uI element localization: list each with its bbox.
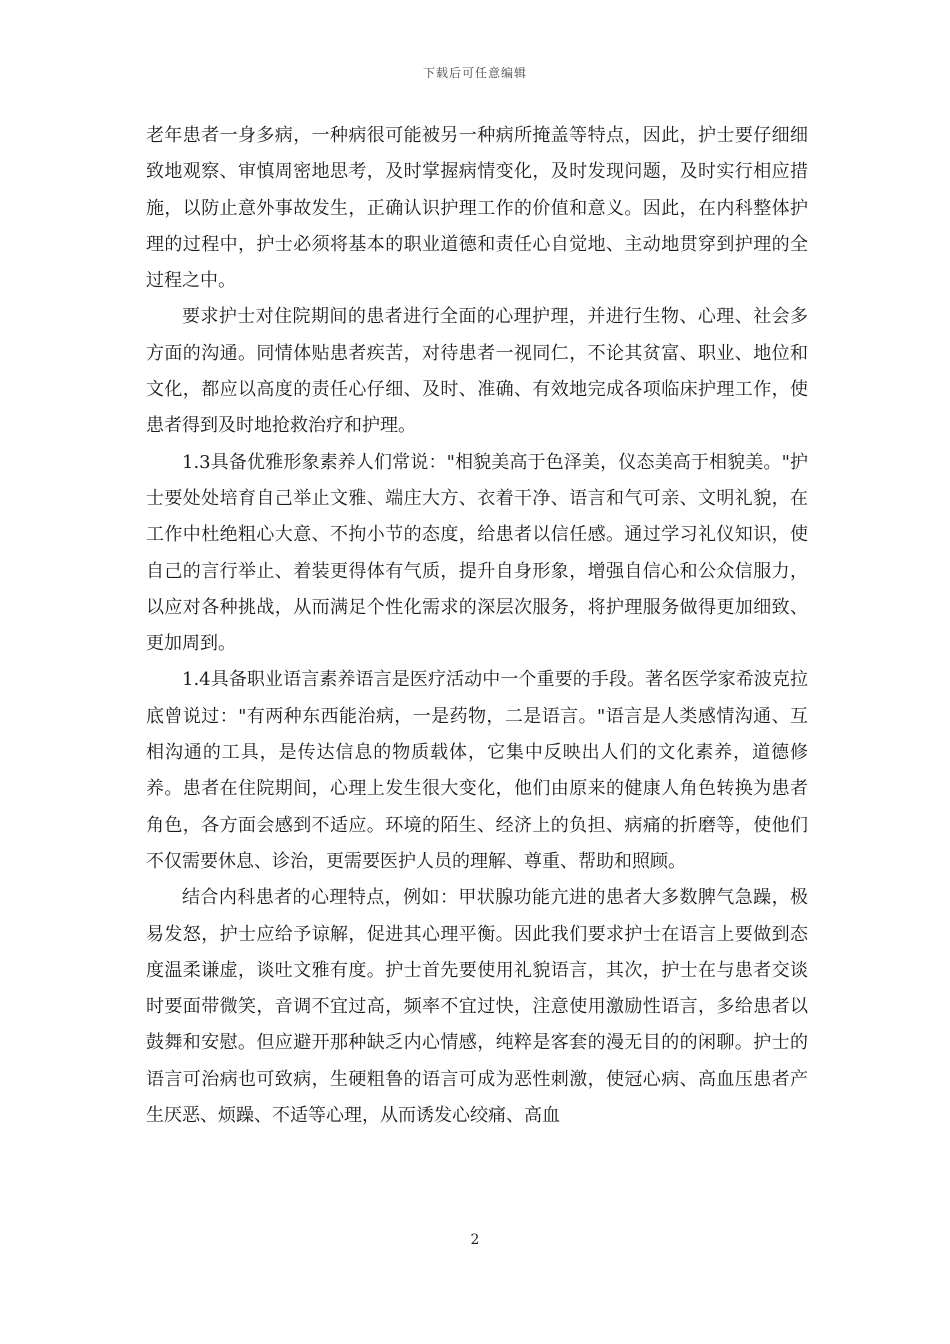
paragraph-2: 要求护士对住院期间的患者进行全面的心理护理，并进行生物、心理、社会多方面的沟通。同情体贴患者疾苦，对待患者一视同仁，不论其贫富、职业、地位和文化，都应以高度的责任心仔细、及时、准确、有效地完成各项临床护理工作，使患者得到及时地抢救治疗和护理。 — [146, 306, 808, 437]
document-body — [146, 118, 808, 1134]
paragraph-1: 老年患者一身多病，一种病很可能被另一种病所掩盖等特点，因此，护士要仔细细致地观察、审慎周密地思考，及时掌握病情变化，及时发现问题，及时实行相应措施，以防止意外事故发生，正确认识护理工作的价值和意义。因此，在内科整体护理的过程中，护士必须将基本的职业道德和责任心自觉地、主动地贯穿到护理的全过程之中。 — [146, 125, 808, 292]
paragraph-4: 1.4具备职业语言素养语言是医疗活动中一个重要的手段。著名医学家希波克拉底曾说过："有两种东西能治病，一是药物，二是语言。"语言是人类感情沟通、互相沟通的工具，是传达信息的物质载体，它集中反映出人们的文化素养，道德修养。患者在住院期间，心理上发生很大变化，他们由原来的健康人角色转换为患者角色，各方面会感到不适应。环境的陌生、经济上的负担、病痛的折磨等，使他们不仅需要休息、诊治，更需要医护人员的理解、尊重、帮助和照顾。 — [146, 669, 808, 872]
page-header: 下载后可任意编辑 — [422, 66, 527, 80]
page-number: 2 — [470, 1232, 480, 1248]
paragraph-3: 1.3具备优雅形象素养人们常说："相貌美高于色泽美，仪态美高于相貌美。"护士要处处培育自己举止文雅、端庄大方、衣着干净、语言和气可亲、文明礼貌，在工作中杜绝粗心大意、不拘小节的态度，给患者以信任感。通过学习礼仪知识，使自己的言行举止、着装更得体有气质，提升自身形象，增强自信心和公众信服力，以应对各种挑战，从而满足个性化需求的深层次服务，将护理服务做得更加细致、更加周到。 — [146, 451, 808, 655]
paragraph-5: 结合内科患者的心理特点，例如：甲状腺功能亢进的患者大多数脾气急躁，极易发怒，护士应给予谅解，促进其心理平衡。因此我们要求护士在语言上要做到态度温柔谦虚，谈吐文雅有度。护士首先要使用礼貌语言，其次，护士在与患者交谈时要面带微笑，音调不宜过高，频率不宜过快，注意使用激励性语言，多给患者以鼓舞和安慰。但应避开那种缺乏内心情感，纯粹是客套的漫无目的的闲聊。护士的语言可治病也可致病，生硬粗鲁的语言可成为恶性刺激，使冠心病、高血压患者产生厌恶、烦躁、不适等心理，从而诱发心绞痛、高血 — [146, 887, 808, 1127]
